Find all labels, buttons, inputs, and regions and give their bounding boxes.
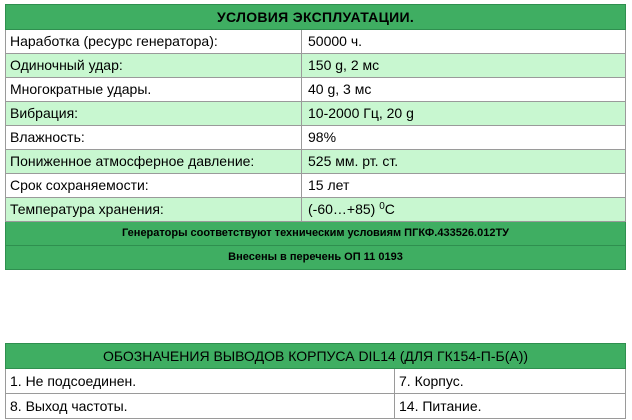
pinout-table	[5, 343, 626, 419]
table-row	[6, 78, 626, 102]
pin-description: 8. Выход частоты.	[6, 394, 395, 419]
operating-conditions-title: УСЛОВИЯ ЭКСПЛУАТАЦИИ.	[6, 5, 626, 30]
pin-description: 7. Корпус.	[395, 369, 626, 394]
condition-label: Наработка (ресурс генератора):	[6, 30, 302, 54]
temperature-range: (-60…+85)	[308, 201, 380, 217]
condition-value: 15 лет	[302, 174, 626, 198]
condition-label: Пониженное атмосферное давление:	[6, 150, 302, 174]
registry-note: Внесены в перечень ОП 11 0193	[6, 246, 626, 270]
temperature-unit: С	[384, 201, 395, 217]
condition-label: Вибрация:	[6, 102, 302, 126]
pinout-title: ОБОЗНАЧЕНИЯ ВЫВОДОВ КОРПУСА DIL14 (ДЛЯ ГК154-П-Б(А))	[6, 344, 626, 369]
condition-value: 10-2000 Гц, 20 g	[302, 102, 626, 126]
table-row	[6, 126, 626, 150]
condition-value: 150 g, 2 мс	[302, 54, 626, 78]
pin-description: 1. Не подсоединен.	[6, 369, 395, 394]
table-row	[6, 54, 626, 78]
degree-superscript: 0	[379, 201, 385, 212]
condition-label: Многократные удары.	[6, 78, 302, 102]
table-row	[6, 394, 626, 419]
table-row	[6, 174, 626, 198]
table-row	[6, 369, 626, 394]
table-row	[6, 102, 626, 126]
pin-description: 14. Питание.	[395, 394, 626, 419]
condition-label: Влажность:	[6, 126, 302, 150]
operating-conditions-table	[5, 4, 626, 270]
condition-label: Одиночный удар:	[6, 54, 302, 78]
condition-value	[302, 198, 626, 222]
condition-label: Срок сохраняемости:	[6, 174, 302, 198]
table-row	[6, 198, 626, 222]
condition-value: 50000 ч.	[302, 30, 626, 54]
table-row	[6, 150, 626, 174]
condition-value: 525 мм. рт. ст.	[302, 150, 626, 174]
condition-value: 40 g, 3 мс	[302, 78, 626, 102]
table-row	[6, 30, 626, 54]
condition-label: Температура хранения:	[6, 198, 302, 222]
condition-value: 98%	[302, 126, 626, 150]
specification-note: Генераторы соответствуют техническим условиям ПГКФ.433526.012ТУ	[6, 222, 626, 246]
